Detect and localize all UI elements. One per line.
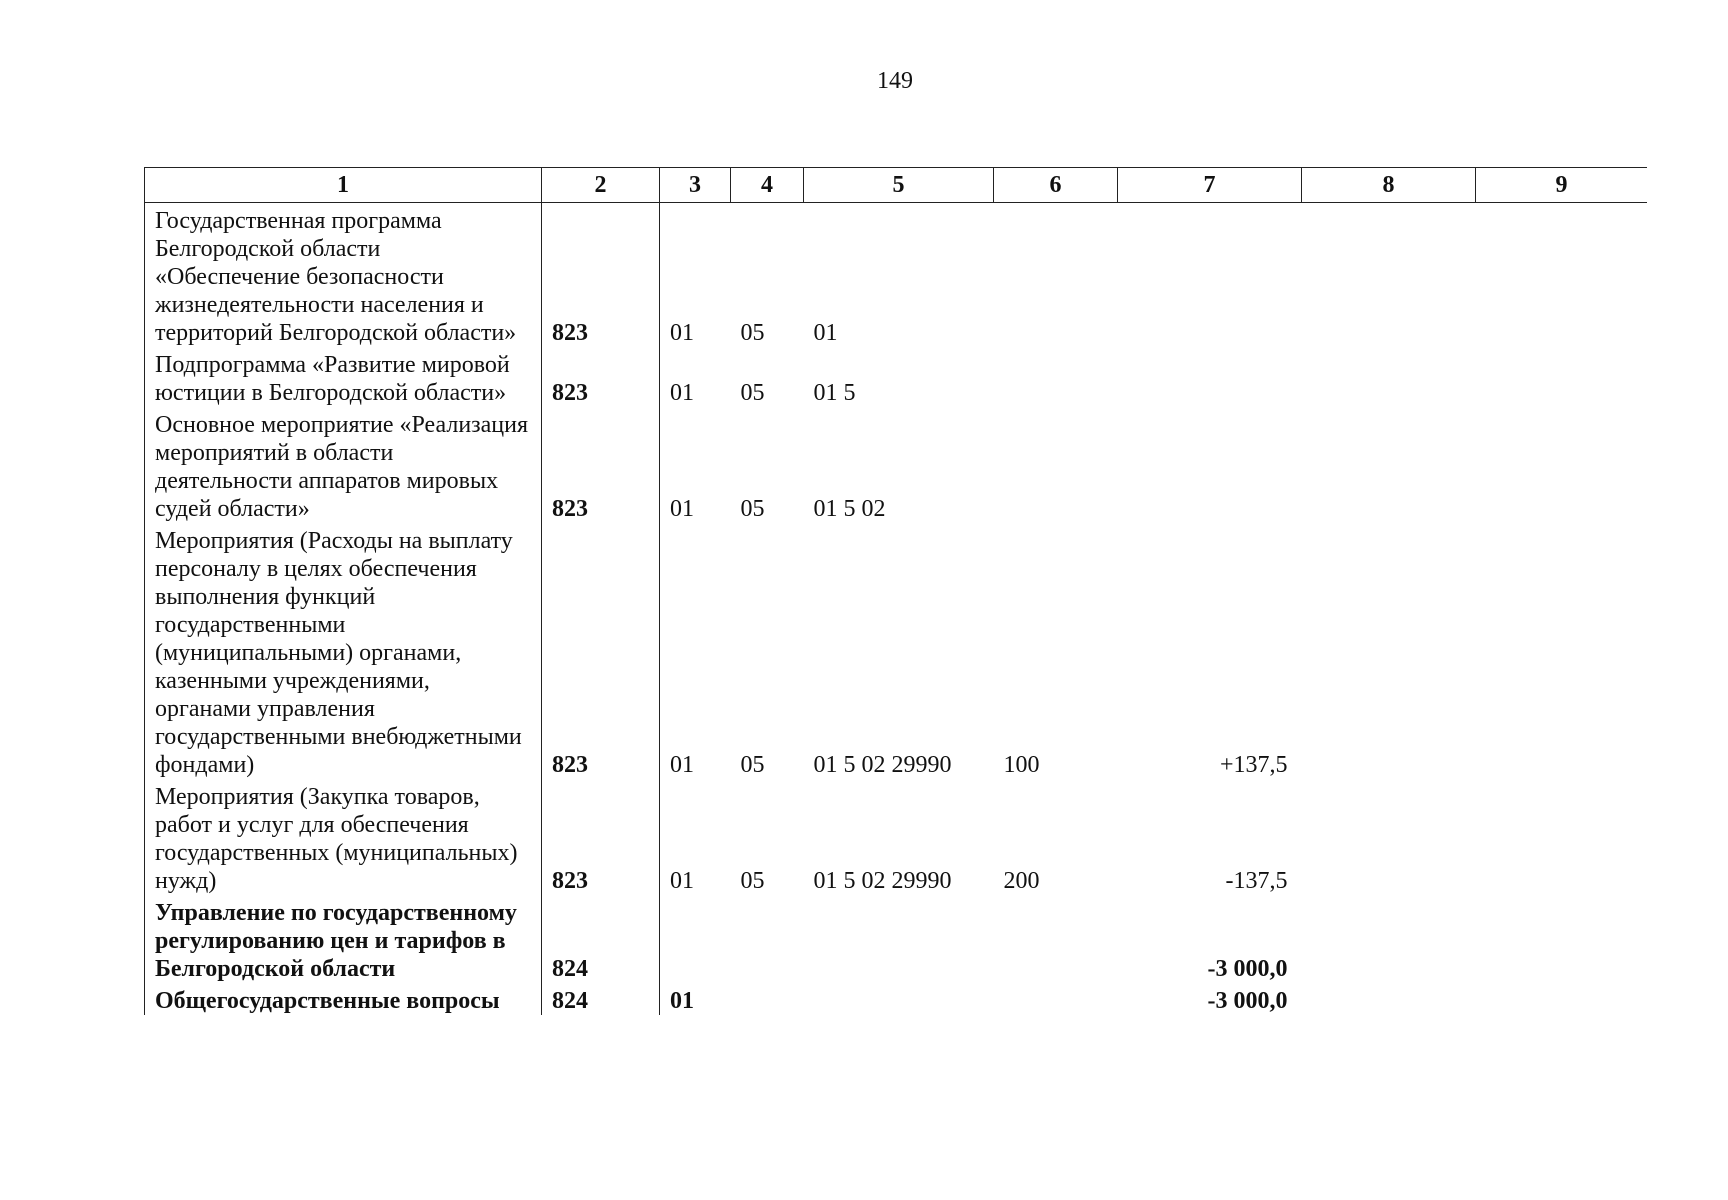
row-ministry-code: 823 <box>542 347 660 407</box>
row-section: 01 <box>670 380 694 406</box>
row-col-8 <box>1302 983 1476 1015</box>
row-target-article <box>804 983 994 1015</box>
row-target-article: 01 <box>813 320 838 346</box>
table-row <box>145 895 1648 983</box>
row-target-article <box>804 895 994 983</box>
row-name: Подпрограмма «Развитие мировой юстиции в Белгородской области» <box>145 347 542 407</box>
row-amount <box>1118 407 1302 523</box>
page-number: 149 <box>877 68 913 94</box>
row-col-8 <box>1302 347 1476 407</box>
table-row <box>145 347 1648 407</box>
row-section: 01 <box>670 988 694 1014</box>
row-section: 01 <box>670 320 694 346</box>
row-amount <box>1118 203 1302 348</box>
row-expense-type <box>994 407 1118 523</box>
header-col-9: 9 <box>1476 168 1648 203</box>
header-row <box>145 168 1648 203</box>
row-expense-type <box>994 347 1118 407</box>
row-col-8 <box>1302 895 1476 983</box>
row-name: Государственная программа Белгородской области «Обеспечение безопасности жизнедеятельности населения и территорий Белгородской области» <box>145 203 542 348</box>
header-col-1: 1 <box>145 168 542 203</box>
row-section: 01 <box>670 496 694 522</box>
row-name: Мероприятия (Расходы на выплату персоналу в целях обеспечения выполнения функций государственными (муниципальными) органами, казенными учреждениями, органами управления государственными внебюджетными фондами) <box>145 523 542 779</box>
header-col-7: 7 <box>1118 168 1302 203</box>
row-col-8 <box>1302 203 1476 348</box>
row-amount: -3 000,0 <box>1207 988 1288 1014</box>
row-col-9 <box>1476 407 1648 523</box>
row-expense-type: 100 <box>1003 752 1040 778</box>
row-name: Мероприятия (Закупка товаров, работ и услуг для обеспечения государственных (муниципальных) нужд) <box>145 779 542 895</box>
row-name: Управление по государственному регулированию цен и тарифов в Белгородской области <box>145 895 542 983</box>
row-target-article: 01 5 02 29990 <box>813 752 952 778</box>
row-section <box>660 895 731 983</box>
row-ministry-code: 823 <box>542 203 660 348</box>
row-ministry-code: 823 <box>542 779 660 895</box>
row-col-9 <box>1476 895 1648 983</box>
header-col-2: 2 <box>542 168 660 203</box>
row-target-article: 01 5 <box>813 380 856 406</box>
row-target-article: 01 5 02 29990 <box>813 868 952 894</box>
row-col-9 <box>1476 523 1648 779</box>
row-amount <box>1118 347 1302 407</box>
row-section: 01 <box>670 752 694 778</box>
row-subsection <box>731 983 804 1015</box>
row-expense-type <box>994 983 1118 1015</box>
row-expense-type <box>994 895 1118 983</box>
header-col-5: 5 <box>804 168 994 203</box>
row-name: Общегосударственные вопросы <box>145 983 542 1015</box>
table-row <box>145 523 1648 779</box>
row-subsection: 05 <box>740 320 765 346</box>
table-row <box>145 407 1648 523</box>
row-col-9 <box>1476 347 1648 407</box>
row-col-9 <box>1476 983 1648 1015</box>
row-ministry-code: 823 <box>542 523 660 779</box>
row-col-9 <box>1476 779 1648 895</box>
table-row <box>145 983 1648 1015</box>
row-expense-type: 200 <box>1003 868 1040 894</box>
row-col-8 <box>1302 407 1476 523</box>
budget-table-container <box>144 167 1647 1111</box>
row-subsection <box>731 895 804 983</box>
header-col-3: 3 <box>660 168 731 203</box>
header-col-6: 6 <box>994 168 1118 203</box>
row-section: 01 <box>670 868 694 894</box>
table-row <box>145 779 1648 895</box>
row-ministry-code: 824 <box>542 983 660 1015</box>
row-subsection: 05 <box>740 380 765 406</box>
row-amount: +137,5 <box>1219 752 1288 778</box>
row-expense-type <box>994 203 1118 348</box>
header-col-8: 8 <box>1302 168 1476 203</box>
row-target-article: 01 5 02 <box>813 496 886 522</box>
row-name: Основное мероприятие «Реализация мероприятий в области деятельности аппаратов мировых судей области» <box>145 407 542 523</box>
row-subsection: 05 <box>740 868 765 894</box>
row-subsection: 05 <box>740 496 765 522</box>
table-row <box>145 203 1648 348</box>
row-ministry-code: 824 <box>542 895 660 983</box>
row-ministry-code: 823 <box>542 407 660 523</box>
row-col-9 <box>1476 203 1648 348</box>
row-amount: -3 000,0 <box>1207 956 1288 982</box>
budget-table <box>144 167 1647 1015</box>
row-col-8 <box>1302 779 1476 895</box>
header-col-4: 4 <box>731 168 804 203</box>
row-subsection: 05 <box>740 752 765 778</box>
row-amount: -137,5 <box>1225 868 1288 894</box>
row-col-8 <box>1302 523 1476 779</box>
